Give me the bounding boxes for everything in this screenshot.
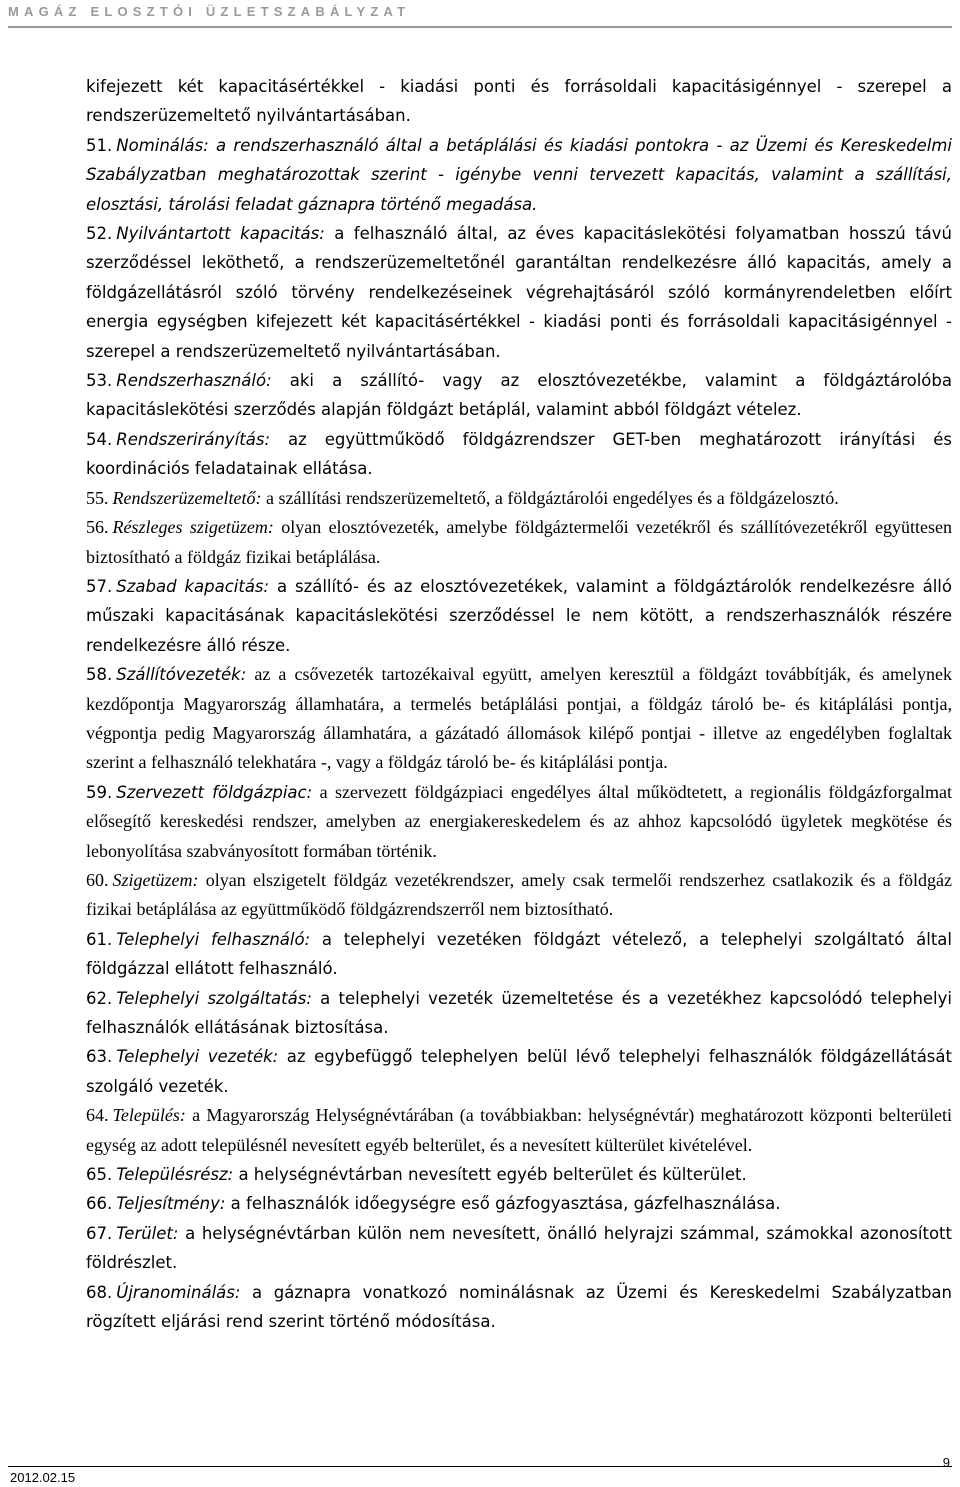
item-term: Telephelyi vezeték: (116, 1047, 279, 1067)
item-number: 52. (86, 224, 113, 244)
definition-item (86, 778, 952, 866)
definition-list (86, 131, 952, 1337)
definition-item (86, 866, 952, 925)
item-definition: olyan elszigetelt földgáz vezetékrendszer, amely csak termelői rendszerhez csatlakozik és a földgáz fizikai betáplálása az együttműködő földgázrendszerről nem biztosítható. (86, 869, 952, 920)
item-definition: a telephelyi vezeték üzemeltetése és a vezetékhez kapcsolódó telephelyi felhasználók ellátásának biztosítása. (86, 988, 952, 1037)
definition-item (86, 572, 952, 660)
item-definition: a helységnévtárban nevesített egyéb belterület és külterület. (233, 1165, 747, 1185)
item-term: Szervezett földgázpiac: (116, 782, 313, 802)
item-definition: a rendszerhasználó által a betáplálási és kiadási pontokra - az Üzemi és Kereskedelmi Szabályzatban meghatározottak szerint - igénybe venni tervezett kapacitás, valamint a szállítási, elosztási, tárolási feladat gáznapra történő megadása. (86, 135, 952, 214)
item-definition: a gáznapra vonatkozó nominálásnak az Üzemi és Kereskedelmi Szabályzatban rögzített eljárási rend szerint történő módosítása. (86, 1282, 952, 1332)
item-term: Terület: (116, 1223, 179, 1243)
item-number: 66. (86, 1194, 113, 1214)
definition-item (86, 513, 952, 572)
definition-item (86, 984, 952, 1043)
item-number: 55. (86, 487, 109, 508)
item-term: Rendszerüzemeltető: (112, 487, 262, 508)
document-body (86, 72, 952, 1336)
item-number: 59. (86, 782, 113, 802)
item-number: 61. (86, 929, 113, 949)
item-definition: az együttműködő földgázrendszer GET-ben meghatározott irányítási és koordinációs feladatainak ellátása. (86, 429, 952, 479)
item-number: 57. (86, 576, 113, 596)
item-number: 54. (86, 429, 113, 449)
page-number: 9 (942, 1455, 950, 1470)
item-term: Telephelyi szolgáltatás: (116, 988, 312, 1008)
page-footer (8, 1455, 952, 1487)
footer-date: 2012.02.15 (10, 1470, 76, 1485)
item-definition: olyan elosztóvezeték, amelybe földgáztermelői vezetékről és szállítóvezetékről együttesen biztosítható a földgáz fizikai betáplálása. (86, 517, 953, 567)
item-number: 63. (86, 1047, 113, 1067)
definition-item (86, 1189, 952, 1218)
item-definition: az egybefüggő telephelyen belül lévő telephelyi felhasználók földgázellátását szolgáló vezeték. (86, 1047, 952, 1096)
item-term: Szállítóvezeték: (116, 665, 247, 685)
item-number: 60. (86, 869, 109, 890)
item-number: 68. (86, 1282, 113, 1302)
item-term: Nominálás: (116, 135, 209, 155)
item-number: 56. (86, 517, 109, 538)
definition-item (86, 925, 952, 984)
definition-item (86, 1219, 952, 1278)
item-definition: a Magyarország Helységnévtárában (a továbbiakban: helységnévtár) meghatározott központi belterületi egység az adott településnél nevesített egyéb belterület, és a nevesített külterület kivételével. (86, 1105, 952, 1155)
definition-item (86, 1042, 952, 1101)
item-number: 62. (86, 988, 113, 1008)
item-term: Település: (112, 1105, 186, 1126)
definition-item (86, 131, 952, 219)
item-definition: a helységnévtárban külön nem nevesített, önálló helyrajzi számmal, számokkal azonosított földrészlet. (86, 1223, 952, 1273)
definition-item (86, 660, 952, 778)
item-number: 65. (86, 1165, 113, 1185)
item-definition: az a csővezeték tartozékaival együtt, amelyen keresztül a földgázt továbbítják, és amelynek kezdőpontja Magyarország államhatára, a termelés betáplálási pontjai, a földgáz tároló be- és kitáplálási pontja, végpontja pedig Magyarország államhatára, a gázátadó állomások kilépő pontjai - illetve az engedélyben foglaltak szerint a felhasználó telekhatára -, vagy a földgáz tároló be- és kitáplálási pontja. (86, 664, 952, 773)
item-term: Részleges szigetüzem: (112, 517, 274, 538)
definition-item (86, 219, 952, 366)
item-term: Teljesítmény: (116, 1194, 226, 1214)
item-definition: a szállító- és az elosztóvezetékek, valamint a földgáztárolók rendelkezésre álló műszaki kapacitásának kapacitáslekötési szerződéssel le nem kötött, a rendszerhasználók részére rendelkezésre álló része. (86, 576, 952, 655)
definition-item (86, 484, 952, 513)
item-definition: a felhasználók időegységre eső gázfogyasztása, gázfelhasználása. (225, 1194, 781, 1214)
item-term: Rendszerhasználó: (116, 371, 272, 391)
intro-paragraph: kifejezett két kapacitásértékkel - kiadási ponti és forrásoldali kapacitásigénnyel - szerepel a rendszerüzemeltető nyilvántartásában. (86, 77, 952, 126)
item-term: Rendszerirányítás: (116, 429, 271, 449)
item-number: 64. (86, 1105, 109, 1126)
item-term: Nyilvántartott kapacitás: (116, 224, 325, 244)
header-title: MAGÁZ ELOSZTÓI ÜZLETSZABÁLYZAT (8, 4, 411, 19)
item-definition: a szállítási rendszerüzemeltető, a földgáztárolói engedélyes és a földgázelosztó. (261, 487, 839, 508)
item-term: Telephelyi felhasználó: (116, 929, 311, 949)
item-definition: a telephelyi vezetéken földgázt vételező, a telephelyi szolgáltató által földgázzal ellátott felhasználó. (86, 929, 952, 979)
item-number: 67. (86, 1223, 113, 1243)
item-term: Újranominálás: (116, 1282, 241, 1302)
definition-item (86, 1101, 952, 1160)
item-definition: aki a szállító- vagy az elosztóvezetékbe, valamint a földgáztárolóba kapacitáslekötési szerződés alapján földgázt betáplál, valamint abból földgázt vételez. (86, 371, 952, 420)
item-definition: a felhasználó által, az éves kapacitáslekötési folyamatban hosszú távú szerződéssel leköthető, a rendszerüzemeltetőnél garantáltan rendelkezésre álló kapacitás, amely a földgázellátásról szóló törvény rendelkezéseinek végrehajtásáról szóló kormányrendeletben előírt energia egységben kifejezett két kapacitásértékkel - kiadási ponti és forrásoldali kapacitásigénnyel - szerepel a rendszerüzemeltető nyilvántartásában. (86, 224, 952, 361)
definition-item (86, 425, 952, 484)
item-definition: a szervezett földgázpiaci engedélyes által működtetett, a regionális földgázforgalmat elősegítő kereskedési rendszer, amelyben az energiakereskedelem és az ahhoz kapcsolódó ügyletek megkötése és lebonyolítása szabványosított formában történik. (86, 781, 953, 861)
definition-item (86, 366, 952, 425)
item-term: Szabad kapacitás: (116, 576, 270, 596)
item-number: 58. (86, 665, 113, 685)
item-term: Szigetüzem: (112, 869, 199, 890)
definition-item (86, 1160, 952, 1189)
item-number: 51. (86, 135, 113, 155)
definition-item (86, 1278, 952, 1337)
page-header (8, 4, 952, 28)
item-number: 53. (86, 371, 113, 391)
item-term: Településrész: (116, 1165, 234, 1185)
